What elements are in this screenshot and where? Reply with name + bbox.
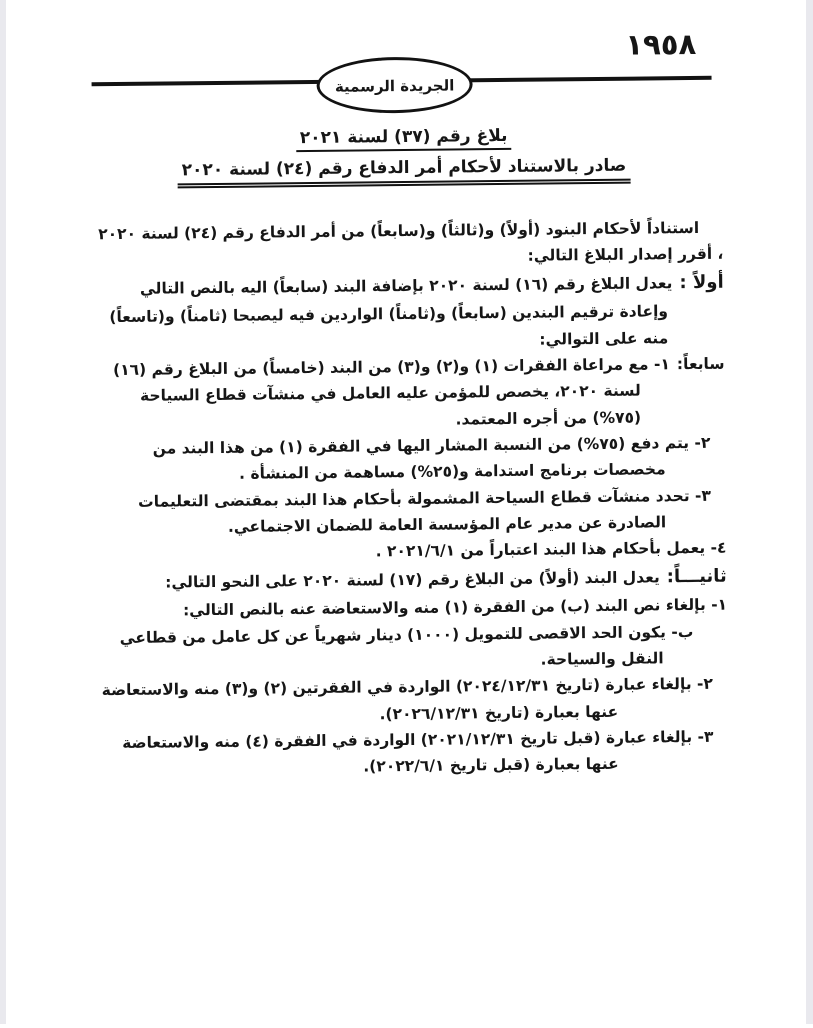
document-titles [0, 123, 811, 191]
first-section-item-3: ٣- تحدد منشآت قطاع السياحة المشمولة بأحكام هذا البند بمقتضى التعليمات الصادرة عن مدير عام المؤسسة العامة للضمان الاجتماعي. [138, 486, 712, 536]
first-section-item-1: ١- مع مراعاة الفقرات (١) و(٢) و(٣) من البند (خامساً) من البلاغ رقم (١٦) لسنة ٢٠٢٠، يخصص للمؤمن عليه العامل في منشآت قطاع السياحة (٧٥%) من أجره المعتمد. [112, 355, 670, 429]
section-second-label: ثانيـــاً: [666, 565, 727, 588]
seventh-clause [94, 351, 725, 437]
seventh-clause-label: سابعاً: [676, 354, 725, 374]
page-number: ١٩٥٨ [625, 26, 697, 62]
section-first-text: يعدل البلاغ رقم (١٦) لسنة ٢٠٢٠ بإضافة البند (سابعاً) اليه بالنص التالي وإعادة ترقيم البندين (سابعاً) و(ثامناً) الواردين فيه ليصبحا (ثامناً) و(تاسعاً) منه على التوالي: [109, 273, 673, 349]
section-first [94, 267, 725, 357]
gazette-oval-badge [316, 56, 473, 114]
first-section-item-2: ٢- يتم دفع (٧٥%) من النسبة المشار اليها في الفقرة (١) من هذا البند من مخصصات برنامج استدامة و(٢٥%) مساهمة من المنشأة . [152, 433, 711, 484]
second-section-item-1: ١- بإلغاء نص البند (ب) من الفقرة (١) منه والاستعاضة عنه بالنص التالي: [182, 595, 728, 620]
second-section-item-3: ٣- بإلغاء عبارة (قبل تاريخ ٢٠٢١/١٢/٣١) الواردة في الفقرة (٤) منه والاستعاضة عنها بعبارة (قبل تاريخ ٢٠٢٢/٦/١). [122, 727, 714, 776]
section-first-label: أولاً : [679, 271, 724, 293]
communique-title: بلاغ رقم (٣٧) لسنة ٢٠٢١ [296, 126, 512, 152]
intro-paragraph: استناداً لأحكام البنود (أولاً) و(ثالثاً) و(سابعاً) من أمر الدفاع رقم (٢٤) لسنة ٢٠٢٠ ، أقرر إصدار البلاغ التالي: [98, 218, 724, 266]
scan-edge-left [0, 0, 6, 1024]
scan-edge-right [806, 0, 813, 1024]
communique-subtitle: صادر بالاستناد لأحكام أمر الدفاع رقم (٢٤) لسنة ٢٠٢٠ [178, 156, 631, 189]
first-section-item-4: ٤- يعمل بأحكام هذا البند اعتباراً من ٢٠٢١/٦/١ . [375, 539, 727, 561]
second-section-item-1b: ب- يكون الحد الاقصى للتمويل (١٠٠٠) دينار شهرياً عن كل عامل من قطاعي النقل والسياحة. [119, 622, 694, 669]
gazette-badge-label: الجريدة الرسمية [334, 76, 455, 96]
document-body [93, 215, 729, 783]
second-section-item-2: ٢- بإلغاء عبارة (تاريخ ٢٠٢٤/١٢/٣١) الواردة في الفقرتين (٢) و(٣) منه والاستعاضة عنها بعبارة (تاريخ ٢٠٢٦/١٢/٣١). [101, 675, 713, 723]
section-second-text: يعدل البند (أولاً) من البلاغ رقم (١٧) لسنة ٢٠٢٠ على النحو التالي: [165, 568, 660, 592]
